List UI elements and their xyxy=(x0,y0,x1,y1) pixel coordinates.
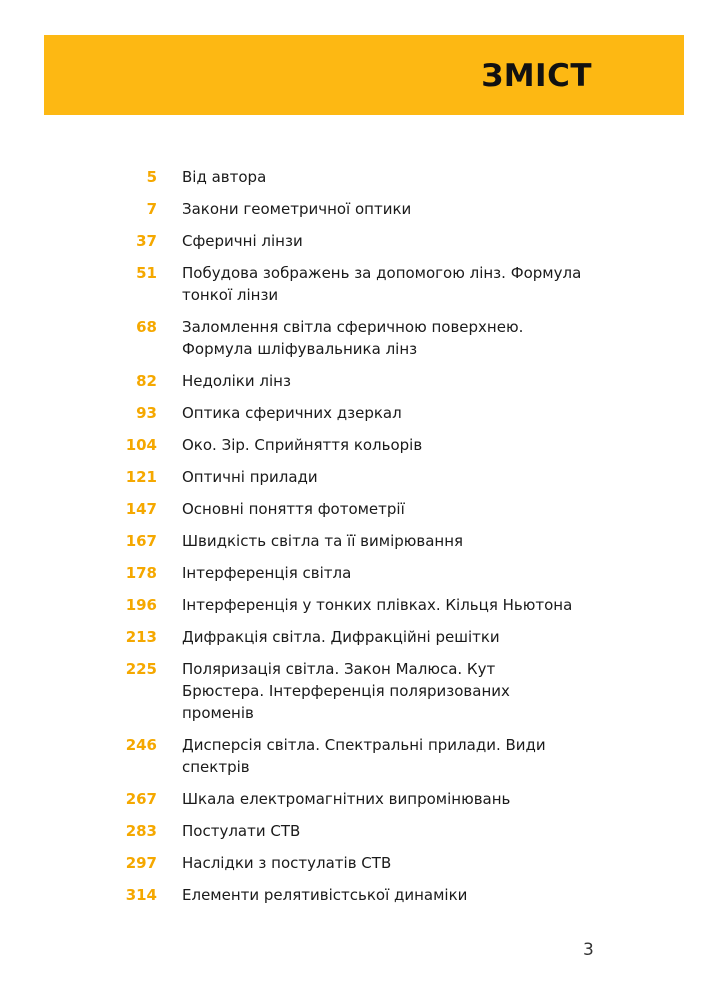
toc-title: Основні поняття фотометрії xyxy=(182,500,405,518)
toc-title: Оптика сферичних дзеркал xyxy=(182,404,402,422)
toc-entry[interactable] xyxy=(0,230,728,252)
toc-page-number: 225 xyxy=(125,660,157,678)
toc-entry[interactable] xyxy=(0,626,728,648)
toc-entry[interactable] xyxy=(0,594,728,616)
toc-page-number: 283 xyxy=(125,822,157,840)
toc-entry[interactable] xyxy=(0,788,728,810)
toc-page-number: 167 xyxy=(125,532,157,550)
toc-title: Заломлення світла сферичною поверхнею. Формула шліфувальника лінз xyxy=(182,318,524,358)
toc-entry[interactable] xyxy=(0,402,728,424)
page-title: ЗМІСТ xyxy=(481,58,592,94)
toc-page-number: 147 xyxy=(125,500,157,518)
toc-page-number: 82 xyxy=(136,372,157,390)
toc-title: Недоліки лінз xyxy=(182,372,291,390)
toc-page-number: 93 xyxy=(136,404,157,422)
toc-page-number: 68 xyxy=(136,318,157,336)
toc-entry[interactable] xyxy=(0,498,728,520)
toc-title: Око. Зір. Сприйняття кольорів xyxy=(182,436,423,454)
toc-entry[interactable] xyxy=(0,852,728,874)
toc-entry[interactable] xyxy=(0,198,728,220)
toc-entry[interactable] xyxy=(0,884,728,906)
toc-title: Дисперсія світла. Спектральні прилади. Види спектрів xyxy=(182,736,546,776)
toc-entry[interactable] xyxy=(0,316,728,360)
toc-entry[interactable] xyxy=(0,434,728,456)
toc-entry[interactable] xyxy=(0,820,728,842)
toc-title: Шкала електромагнітних випромінювань xyxy=(182,790,511,808)
header-band xyxy=(44,35,684,115)
toc-page-number: 314 xyxy=(125,886,157,904)
toc-page-number: 246 xyxy=(125,736,157,754)
table-of-contents xyxy=(0,166,728,916)
toc-entry[interactable] xyxy=(0,262,728,306)
toc-page-number: 5 xyxy=(146,168,157,186)
toc-entry[interactable] xyxy=(0,466,728,488)
toc-page-number: 104 xyxy=(125,436,157,454)
toc-title: Побудова зображень за допомогою лінз. Формула тонкої лінзи xyxy=(182,264,582,304)
toc-entry[interactable] xyxy=(0,734,728,778)
toc-page-number: 267 xyxy=(125,790,157,808)
toc-title: Постулати СТВ xyxy=(182,822,301,840)
toc-title: Оптичні прилади xyxy=(182,468,318,486)
toc-title: Закони геометричної оптики xyxy=(182,200,412,218)
toc-entry[interactable] xyxy=(0,658,728,724)
toc-page-number: 297 xyxy=(125,854,157,872)
toc-title: Поляризація світла. Закон Малюса. Кут Брюстера. Інтерференція поляризованих променів xyxy=(182,660,510,722)
toc-page-number: 178 xyxy=(125,564,157,582)
toc-title: Інтерференція у тонких плівках. Кільця Ньютона xyxy=(182,596,573,614)
toc-title: Елементи релятивістської динаміки xyxy=(182,886,468,904)
toc-title: Наслідки з постулатів СТВ xyxy=(182,854,392,872)
toc-page-number: 121 xyxy=(125,468,157,486)
toc-title: Інтерференція світла xyxy=(182,564,352,582)
toc-title: Дифракція світла. Дифракційні решітки xyxy=(182,628,500,646)
toc-title: Від автора xyxy=(182,168,267,186)
page-number: 3 xyxy=(583,940,594,960)
toc-title: Швидкість світла та її вимірювання xyxy=(182,532,464,550)
toc-entry[interactable] xyxy=(0,562,728,584)
toc-entry[interactable] xyxy=(0,370,728,392)
toc-page-number: 7 xyxy=(146,200,157,218)
toc-page-number: 213 xyxy=(125,628,157,646)
toc-page-number: 51 xyxy=(136,264,157,282)
toc-page-number: 196 xyxy=(125,596,157,614)
toc-title: Сферичні лінзи xyxy=(182,232,303,250)
toc-entry[interactable] xyxy=(0,166,728,188)
toc-page-number: 37 xyxy=(136,232,157,250)
toc-entry[interactable] xyxy=(0,530,728,552)
